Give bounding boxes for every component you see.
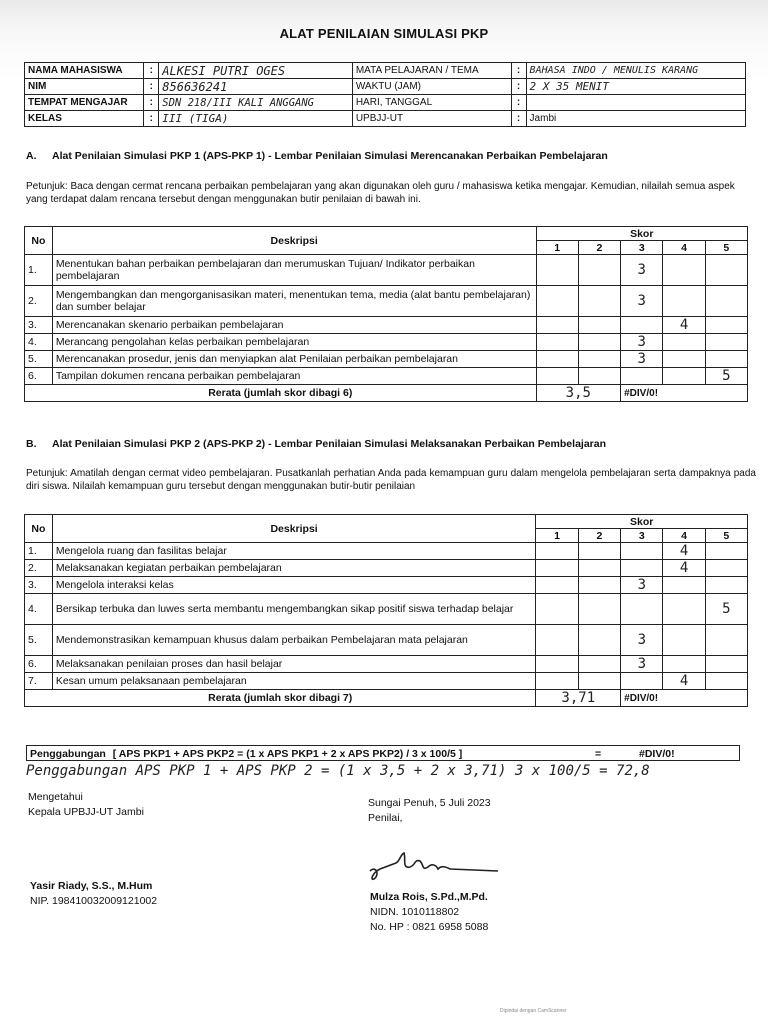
waktu-label: WAKTU (JAM) [352, 79, 511, 95]
table-row [25, 351, 748, 368]
left-nip: NIP. 198410032009121002 [30, 895, 158, 907]
rerata-handwritten: 3,71 [536, 690, 621, 707]
colon: : [511, 63, 526, 79]
score-cell [621, 317, 663, 334]
row-desc: Mendemonstrasikan kemampuan khusus dalam perbaikan Pembelajaran mata pelajaran [52, 625, 536, 656]
score-cell [705, 351, 747, 368]
row-no: 6. [25, 368, 53, 385]
colon: : [144, 95, 159, 111]
section-b-table [24, 514, 748, 707]
score-cell: 4 [663, 560, 705, 577]
mapel-label: MATA PELAJARAN / TEMA [352, 63, 511, 79]
colon: : [144, 79, 159, 95]
table-row [25, 577, 748, 594]
col-skor: Skor [536, 515, 748, 529]
score-cell [663, 577, 705, 594]
score-cell: 4 [663, 317, 705, 334]
table-row [25, 334, 748, 351]
table-row [25, 656, 748, 673]
row-no: 1. [25, 543, 53, 560]
score-cell: 3 [621, 577, 663, 594]
col-desc: Deskripsi [52, 515, 536, 543]
score-cell [621, 560, 663, 577]
row-no: 3. [25, 317, 53, 334]
colon: : [511, 95, 526, 111]
score-cell [705, 673, 747, 690]
row-no: 2. [25, 286, 53, 317]
left-line2: Kepala UPBJJ-UT Jambi [28, 806, 144, 818]
kelas-value: III (TIGA) [159, 111, 353, 127]
row-no: 5. [25, 625, 53, 656]
score-cell [536, 594, 578, 625]
section-a-heading [26, 150, 756, 162]
col-no: No [25, 227, 53, 255]
score-col: 4 [663, 529, 705, 543]
signature-graphic [366, 845, 506, 885]
row-desc: Melaksanakan penilaian proses dan hasil belajar [52, 656, 536, 673]
score-col: 1 [536, 241, 578, 255]
score-cell [536, 351, 578, 368]
score-col: 2 [578, 241, 620, 255]
row-no: 7. [25, 673, 53, 690]
score-cell [536, 656, 578, 673]
score-cell [536, 368, 578, 385]
table-row [25, 673, 748, 690]
row-no: 6. [25, 656, 53, 673]
row-desc: Merencanakan skenario perbaikan pembelajaran [52, 317, 536, 334]
score-cell [578, 594, 620, 625]
score-cell: 4 [663, 673, 705, 690]
tempat-label: TEMPAT MENGAJAR [25, 95, 144, 111]
row-desc: Melaksanakan kegiatan perbaikan pembelajaran [52, 560, 536, 577]
score-cell [621, 594, 663, 625]
score-cell [536, 577, 578, 594]
section-b-instruction: Petunjuk: Amatilah dengan cermat video pembelajaran. Pusatkanlah perhatian Anda pada kemampuan guru dalam mengelola pembelajaran serta dampaknya pada diri siswa. Nilailah kemampuan guru tersebut dengan menggunakan butir-butir penilaian [26, 468, 756, 492]
score-cell [705, 560, 747, 577]
right-place: Sungai Penuh, 5 Juli 2023 [368, 797, 491, 809]
score-cell [663, 255, 705, 286]
score-cell [705, 656, 747, 673]
tempat-value: SDN 218/III KALI ANGGANG [159, 95, 353, 111]
colon: : [144, 111, 159, 127]
score-cell [621, 368, 663, 385]
score-cell: 3 [621, 255, 663, 286]
rerata-label: Rerata (jumlah skor dibagi 7) [25, 690, 536, 707]
score-cell [705, 577, 747, 594]
colon: : [511, 111, 526, 127]
score-cell [536, 286, 578, 317]
merge-result: #DIV/0! [639, 748, 675, 760]
row-desc: Merencanakan prosedur, jenis dan menyiapkan alat Penilaian perbaikan pembelajaran [52, 351, 536, 368]
colon: : [511, 79, 526, 95]
score-cell: 5 [705, 368, 747, 385]
right-role: Penilai, [368, 812, 403, 824]
row-desc: Merancang pengolahan kelas perbaikan pembelajaran [52, 334, 536, 351]
row-no: 4. [25, 334, 53, 351]
score-cell [663, 656, 705, 673]
score-cell [578, 317, 620, 334]
score-cell: 3 [621, 286, 663, 317]
score-cell [536, 317, 578, 334]
row-no: 3. [25, 577, 53, 594]
table-row [25, 560, 748, 577]
table-row [25, 368, 748, 385]
row-no: 2. [25, 560, 53, 577]
score-cell: 5 [705, 594, 747, 625]
score-cell [536, 543, 578, 560]
row-no: 4. [25, 594, 53, 625]
score-cell: 4 [663, 543, 705, 560]
row-desc: Tampilan dokumen rencana perbaikan pembelajaran [52, 368, 536, 385]
score-col: 3 [621, 529, 663, 543]
table-row [25, 594, 748, 625]
section-a-letter: A. [26, 150, 37, 162]
score-cell [578, 560, 620, 577]
merge-label: Penggabungan [30, 748, 106, 760]
score-cell [536, 255, 578, 286]
merge-equals: = [595, 748, 602, 760]
rerata-row [25, 385, 748, 402]
score-col: 3 [621, 241, 663, 255]
page-title: ALAT PENILAIAN SIMULASI PKP [279, 26, 489, 41]
score-col: 2 [578, 529, 620, 543]
row-desc: Mengelola interaksi kelas [52, 577, 536, 594]
score-cell [578, 543, 620, 560]
rerata-label: Rerata (jumlah skor dibagi 6) [25, 385, 537, 402]
score-cell [578, 334, 620, 351]
right-nidn: NIDN. 1010118802 [370, 906, 460, 918]
score-cell [705, 286, 747, 317]
score-cell [578, 625, 620, 656]
score-cell [536, 334, 578, 351]
score-cell [621, 673, 663, 690]
section-a-instruction: Petunjuk: Baca dengan cermat rencana perbaikan pembelajaran yang akan digunakan oleh guru / mahasiswa ketika mengajar. Kemudian, nilailah semua aspek yang terdapat dalam rencana tersebut dengan menggunakan butir penilaian di bawah ini. [26, 181, 735, 205]
score-cell [663, 351, 705, 368]
score-cell [536, 673, 578, 690]
col-no: No [25, 515, 53, 543]
col-skor: Skor [536, 227, 747, 241]
score-col: 5 [705, 529, 747, 543]
score-cell [705, 255, 747, 286]
left-line1: Mengetahui [28, 791, 83, 803]
table-row [25, 255, 748, 286]
score-cell [705, 543, 747, 560]
score-cell [578, 351, 620, 368]
section-a-table [24, 226, 748, 402]
row-desc: Mengelola ruang dan fasilitas belajar [52, 543, 536, 560]
mapel-value: BAHASA INDO / MENULIS KARANG [526, 63, 745, 79]
table-row [25, 286, 748, 317]
row-desc: Menentukan bahan perbaikan pembelajaran dan merumuskan Tujuan/ Indikator perbaikan pembelajaran [52, 255, 536, 286]
nim-value: 856636241 [159, 79, 353, 95]
score-cell [663, 334, 705, 351]
score-cell [536, 560, 578, 577]
right-name: Mulza Rois, S.Pd.,M.Pd. [370, 891, 488, 903]
score-cell [663, 368, 705, 385]
merge-formula-box [26, 745, 740, 761]
upbjj-label: UPBJJ-UT [352, 111, 511, 127]
score-cell [705, 317, 747, 334]
score-cell: 3 [621, 656, 663, 673]
hari-label: HARI, TANGGAL [352, 95, 511, 111]
score-cell [578, 368, 620, 385]
score-cell: 3 [621, 334, 663, 351]
score-cell [663, 625, 705, 656]
table-row [25, 625, 748, 656]
score-cell [578, 577, 620, 594]
score-cell [621, 543, 663, 560]
rerata-handwritten: 3,5 [536, 385, 621, 402]
score-cell [536, 625, 578, 656]
score-col: 1 [536, 529, 578, 543]
row-desc: Kesan umum pelaksanaan pembelajaran [52, 673, 536, 690]
nim-label: NIM [25, 79, 144, 95]
colon: : [144, 63, 159, 79]
kelas-label: KELAS [25, 111, 144, 127]
scanner-footer: Dipindai dengan CamScanner [500, 1008, 567, 1014]
score-col: 5 [705, 241, 747, 255]
section-a-title: Alat Penilaian Simulasi PKP 1 (APS-PKP 1) - Lembar Penilaian Simulasi Merencanakan Perbaikan Pembelajaran [52, 150, 608, 162]
hari-value [526, 95, 745, 111]
rerata-value: #DIV/0! [621, 385, 748, 402]
score-cell [705, 334, 747, 351]
nama-label: NAMA MAHASISWA [25, 63, 144, 79]
row-no: 5. [25, 351, 53, 368]
section-b-heading [26, 438, 756, 450]
merge-formula: [ APS PKP1 + APS PKP2 = (1 x APS PKP1 + 2 x APS PKP2) / 3 x 100/5 ] [112, 748, 463, 760]
score-cell [578, 673, 620, 690]
identity-table [24, 62, 746, 127]
score-cell: 3 [621, 625, 663, 656]
merge-handwritten: Penggabungan APS PKP 1 + APS PKP 2 = (1 x 3,5 + 2 x 3,71) 3 x 100/5 = 72,8 [26, 763, 650, 779]
rerata-value: #DIV/0! [621, 690, 748, 707]
row-no: 1. [25, 255, 53, 286]
section-b-letter: B. [26, 438, 37, 450]
table-row [25, 317, 748, 334]
score-cell [578, 286, 620, 317]
score-cell [663, 594, 705, 625]
nama-value: ALKESI PUTRI OGES [159, 63, 353, 79]
score-cell: 3 [621, 351, 663, 368]
waktu-value: 2 X 35 MENIT [526, 79, 745, 95]
score-col: 4 [663, 241, 705, 255]
score-cell [578, 255, 620, 286]
col-desc: Deskripsi [52, 227, 536, 255]
row-desc: Bersikap terbuka dan luwes serta membantu mengembangkan sikap positif siswa terhadap belajar [52, 594, 536, 625]
score-cell [578, 656, 620, 673]
section-b-title: Alat Penilaian Simulasi PKP 2 (APS-PKP 2) - Lembar Penilaian Simulasi Melaksanakan Perbaikan Pembelajaran [52, 438, 607, 450]
right-hp: No. HP : 0821 6958 5088 [370, 921, 489, 933]
rerata-row [25, 690, 748, 707]
score-cell [705, 625, 747, 656]
score-cell [663, 286, 705, 317]
upbjj-value: Jambi [526, 111, 745, 127]
row-desc: Mengembangkan dan mengorganisasikan materi, menentukan tema, media (alat bantu pembelajaran) dan sumber belajar [52, 286, 536, 317]
table-row [25, 543, 748, 560]
left-name: Yasir Riady, S.S., M.Hum [30, 880, 153, 892]
